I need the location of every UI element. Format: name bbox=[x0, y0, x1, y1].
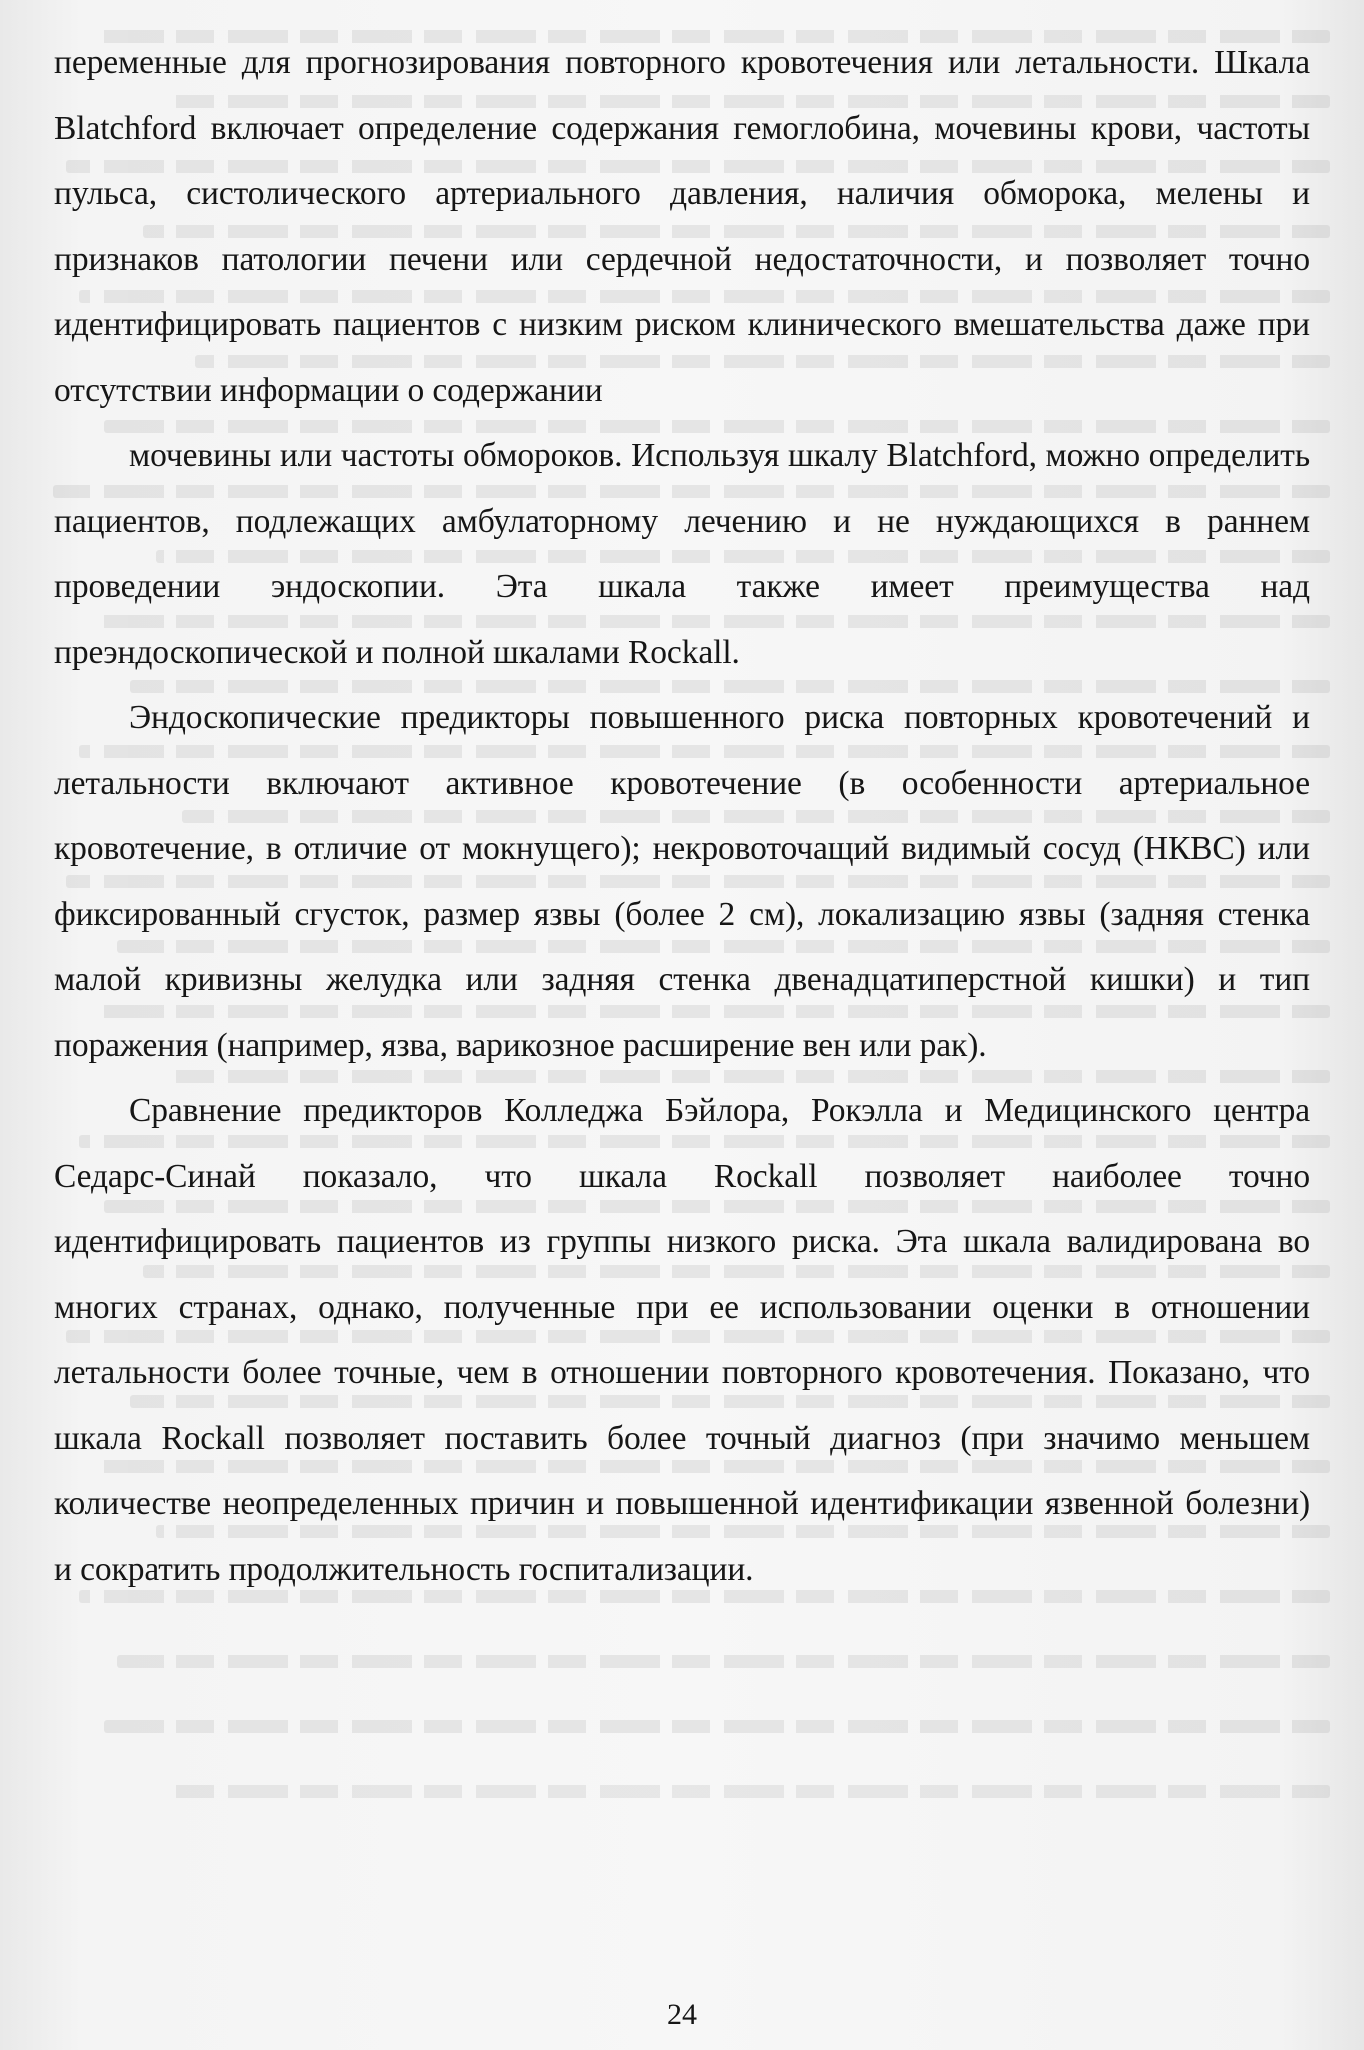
paragraph-endoscopic-predictors: Эндоскопические предикторы повышенного риска повторных кровотечений и летальности включают активное кровотечение (в особенности артериальное кровотечение, в отличие от мокнущего); некровоточащий видимый сосуд (НКВС) или фиксированный сгусток, размер язвы (более 2 см), локализацию язвы (задняя стенка малой кривизны желудка или задняя стенка двенадцатиперстной кишки) и тип поражения (например, язва, варикозное расширение вен или рак). bbox=[54, 699, 1310, 1064]
paragraph-rockall-comparison: Сравнение предикторов Колледжа Бэйлора, Рокэлла и Медицинского центра Седарс-Синай показало, что шкала Rockall позволяет наиболее точно идентифицировать пациентов из группы низкого риска. Эта шкала валидирована во многих странах, однако, полученные при ее использовании оценки в отношении летальности более точные, чем в отношении повторного кровотечения. Показано, что шкала Rockall позволяет поставить более точный диагноз (при значимо меньшем количестве неопределенных причин и повышенной идентификации язвенной болезни) и сократить продолжительность госпитализации. bbox=[54, 1092, 1310, 1588]
body-text bbox=[54, 30, 1310, 1602]
page-number: 24 bbox=[667, 1998, 697, 2031]
paragraph-blatchford-intro: переменные для прогнозирования повторного кровотечения или летальности. Шкала Blatchford включает определение содержания гемоглобина, мочевины крови, частоты пульса, систолического артериального давления, наличия обморока, мелены и признаков патологии печени или сердечной недостаточности, и позволяет точно идентифицировать пациентов с низким риском клинического вмешательства даже при отсутствии информации о содержании bbox=[54, 44, 1310, 409]
paragraph-blatchford-use: мочевины или частоты обмороков. Используя шкалу Blatchford, можно определить пациентов, подлежащих амбулаторному лечению и не нуждающихся в раннем проведении эндоскопии. Эта шкала также имеет преимущества над преэндоскопической и полной шкалами Rockall. bbox=[54, 437, 1310, 671]
